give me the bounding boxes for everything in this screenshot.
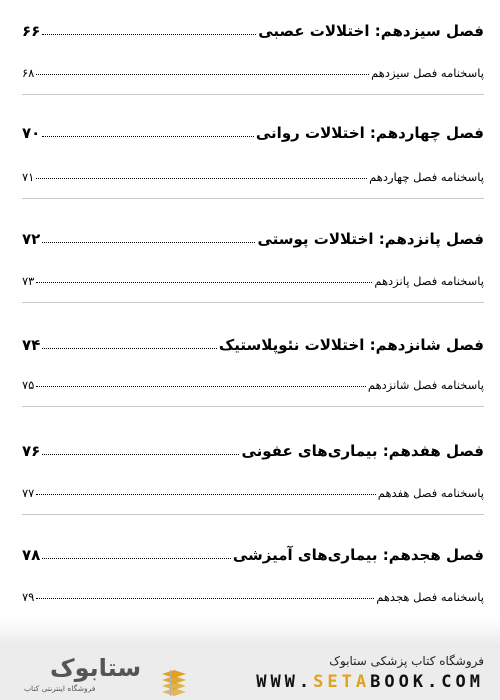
url-prefix: WWW. xyxy=(256,672,314,692)
toc-chapter-18[interactable] xyxy=(22,546,484,564)
toc-entry-title: پاسخنامه فصل هفدهم xyxy=(377,486,484,500)
store-footer-banner xyxy=(0,648,500,700)
toc-entry-page: ۷۵ xyxy=(22,378,35,392)
dot-leader xyxy=(42,558,231,559)
dot-leader xyxy=(36,386,366,387)
store-url-link[interactable] xyxy=(256,672,484,692)
dot-leader xyxy=(36,178,367,179)
logo-divider xyxy=(170,670,171,696)
toc-entry-title: پاسخنامه فصل شانزدهم xyxy=(367,378,484,392)
toc-answers-16[interactable] xyxy=(22,378,484,392)
toc-entry-page: ۷۶ xyxy=(22,442,41,460)
toc-answers-14[interactable] xyxy=(22,170,484,184)
dot-leader xyxy=(42,34,256,35)
logo-wordmark: ستابوک xyxy=(50,654,142,682)
toc-entry-title: پاسخنامه فصل پانزدهم xyxy=(374,274,484,288)
url-accent: SETA xyxy=(313,672,371,692)
toc-answers-17[interactable] xyxy=(22,486,484,500)
store-name: فروشگاه کتاب پزشکی ستابوک xyxy=(329,654,484,668)
logo-tagline: فروشگاه اینترنتی کتاب xyxy=(24,684,96,693)
toc-entry-page: ۷۰ xyxy=(22,124,41,142)
toc-entry-page: ۷۸ xyxy=(22,546,41,564)
divider xyxy=(22,302,484,303)
dot-leader xyxy=(42,136,254,137)
toc-chapter-13[interactable] xyxy=(22,22,484,40)
toc-entry-title: فصل پانزدهم: اختلالات پوستی xyxy=(257,230,484,248)
toc-entry-title: فصل شانزدهم: اختلالات نئوپلاستیک xyxy=(218,336,484,354)
toc-entry-page: ۷۷ xyxy=(22,486,35,500)
dot-leader xyxy=(36,74,369,75)
toc-entry-title: پاسخنامه فصل چهاردهم xyxy=(369,170,484,184)
divider xyxy=(22,514,484,515)
url-suffix: BOOK.COM xyxy=(370,672,484,692)
store-info xyxy=(256,654,484,692)
dot-leader xyxy=(42,454,239,455)
dot-leader xyxy=(36,282,372,283)
toc-chapter-17[interactable] xyxy=(22,442,484,460)
toc-answers-13[interactable] xyxy=(22,66,484,80)
toc-entry-page: ۷۱ xyxy=(22,170,35,184)
stacked-books-icon xyxy=(160,668,188,698)
dot-leader xyxy=(42,242,255,243)
toc-chapter-16[interactable] xyxy=(22,336,484,354)
toc-entry-page: ۶۸ xyxy=(22,66,35,80)
dot-leader xyxy=(42,348,217,349)
toc-entry-title: فصل سیزدهم: اختلالات عصبی xyxy=(258,22,484,40)
toc-entry-page: ۷۳ xyxy=(22,274,35,288)
toc-entry-title: فصل چهاردهم: اختلالات روانی xyxy=(255,124,484,142)
dot-leader xyxy=(36,494,375,495)
store-logo[interactable] xyxy=(20,656,170,696)
toc-entry-page: ۷۲ xyxy=(22,230,41,248)
divider xyxy=(22,406,484,407)
toc-entry-title: پاسخنامه فصل سیزدهم xyxy=(371,66,484,80)
toc-entry-page: ۶۶ xyxy=(22,22,41,40)
toc-entry-title: پاسخنامه فصل هجدهم xyxy=(376,590,484,604)
toc-entry-title: فصل هفدهم: بیماری‌های عفونی xyxy=(241,442,484,460)
toc-chapter-15[interactable] xyxy=(22,230,484,248)
toc-entry-page: ۷۹ xyxy=(22,590,35,604)
toc-chapter-14[interactable] xyxy=(22,124,484,142)
divider xyxy=(22,94,484,95)
toc-answers-18[interactable] xyxy=(22,590,484,604)
divider xyxy=(22,198,484,199)
dot-leader xyxy=(36,598,374,599)
page-bottom-shade xyxy=(0,618,500,648)
toc-answers-15[interactable] xyxy=(22,274,484,288)
toc-entry-page: ۷۴ xyxy=(22,336,41,354)
toc-entry-title: فصل هجدهم: بیماری‌های آمیزشی xyxy=(232,546,484,564)
